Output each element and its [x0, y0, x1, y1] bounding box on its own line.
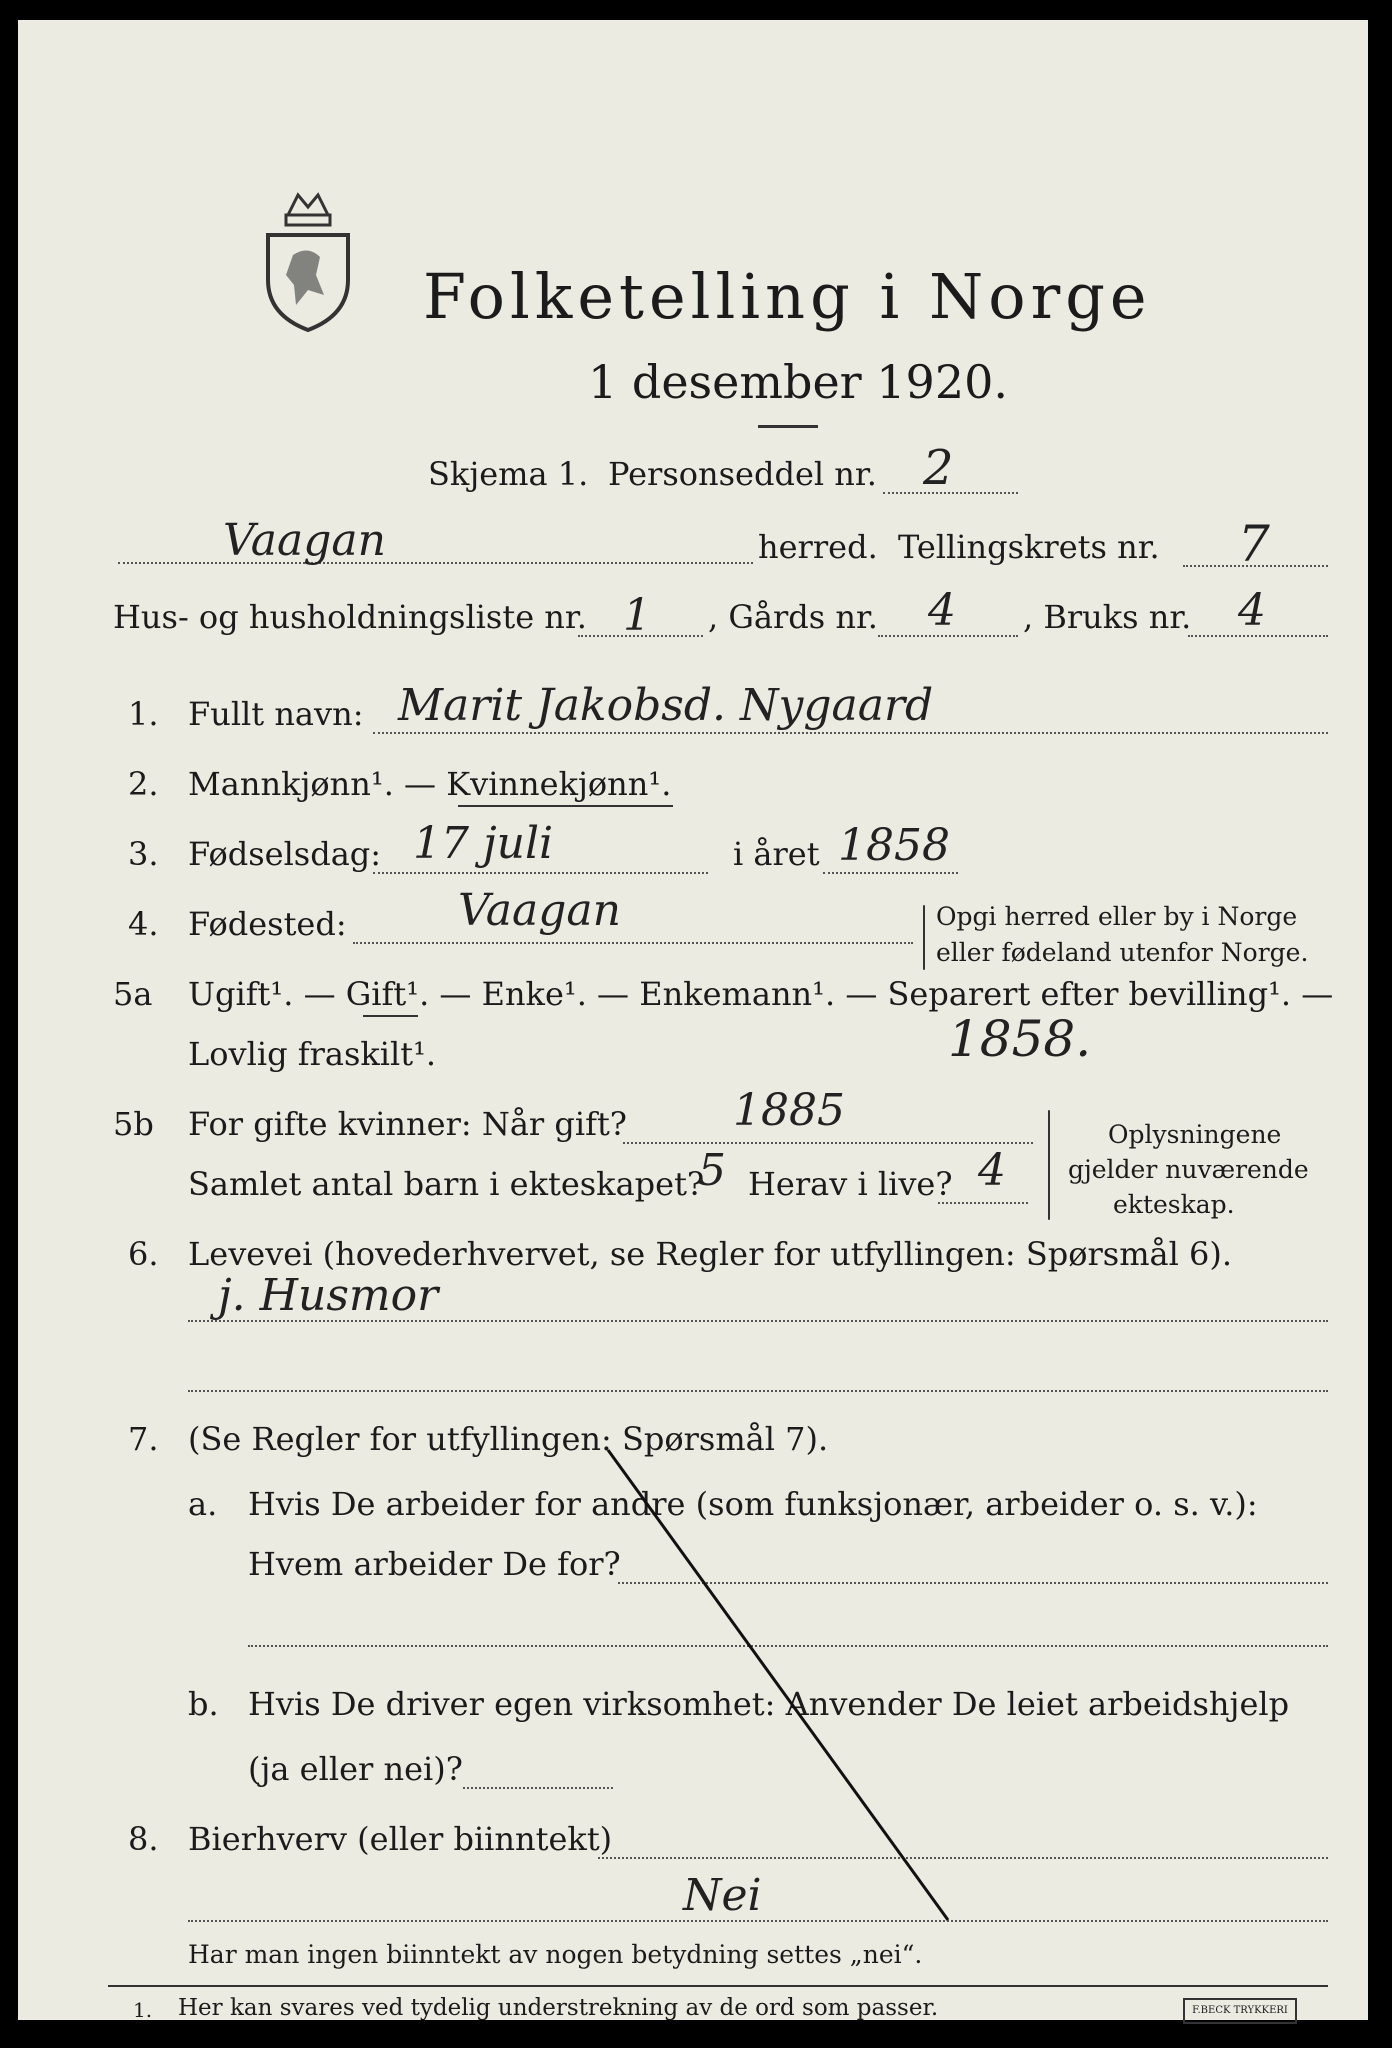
footnote: Her kan svares ved tydelig understrekning av de ord som passer. — [178, 1995, 939, 2021]
hus-label: Hus- og husholdningsliste nr. — [113, 598, 587, 636]
q3-value: 17 juli — [413, 818, 554, 869]
q7a-text: Hvis De arbeider for andre (som funksjonær, arbeider o. s. v.): — [248, 1485, 1258, 1523]
footnote-mark: 1. — [133, 1998, 153, 2022]
q3-year-value: 1858 — [838, 820, 950, 871]
bruks-label: , Bruks nr. — [1023, 598, 1192, 636]
q5b-live-label: Herav i live? — [748, 1165, 953, 1203]
q7a-number: a. — [188, 1485, 218, 1523]
tellingskrets-label: Tellingskrets nr. — [898, 528, 1160, 566]
skjema-label: Skjema 1. — [428, 455, 589, 493]
q1-label: Fullt navn: — [188, 695, 364, 733]
q8-value: Nei — [683, 1870, 762, 1921]
q4-note-2: eller fødeland utenfor Norge. — [936, 938, 1309, 967]
q1-value: Marit Jakobsd. Nygaard — [398, 680, 934, 731]
q7-number: 7. — [128, 1420, 159, 1458]
q6-value: j. Husmor — [218, 1270, 439, 1321]
q5b-number: 5b — [113, 1105, 154, 1143]
census-form — [18, 20, 1368, 2020]
q7b-text-2: (ja eller nei)? — [248, 1750, 463, 1788]
herred-label: herred. — [758, 528, 878, 566]
footer-divider — [108, 1985, 1328, 1987]
census-date: 1 desember 1920. — [588, 355, 1008, 409]
q5b-barn-value: 5 — [698, 1145, 726, 1196]
q4-value: Vaagan — [458, 885, 621, 936]
footer-note: Har man ingen biinntekt av nogen betydning settes „nei“. — [188, 1940, 923, 1969]
q7a-text-2: Hvem arbeider De for? — [248, 1545, 621, 1583]
q4-note-1: Opgi herred eller by i Norge — [936, 902, 1298, 931]
q5b-note-1: Oplysningene — [1108, 1120, 1282, 1149]
q5b-note-2: gjelder nuværende — [1068, 1155, 1309, 1184]
printer-stamp: F.BECK TRYKKERI — [1183, 1998, 1297, 2024]
q5b-barn-label: Samlet antal barn i ekteskapet? — [188, 1165, 705, 1203]
q4-label: Fødested: — [188, 905, 347, 943]
q6-label: Levevei (hovederhvervet, se Regler for utfyllingen: Spørsmål 6). — [188, 1235, 1233, 1273]
gards-value: 4 — [928, 585, 956, 636]
q3-number: 3. — [128, 835, 159, 873]
q5b-label: For gifte kvinner: Når gift? — [188, 1105, 627, 1143]
bruks-value: 4 — [1238, 585, 1266, 636]
q2-number: 2. — [128, 765, 159, 803]
q3-year-label: i året — [733, 835, 820, 873]
q5b-value: 1885 — [733, 1085, 845, 1136]
q7b-text: Hvis De driver egen virksomhet: Anvender De leiet arbeidshjelp — [248, 1685, 1290, 1723]
q3-label: Fødselsdag: — [188, 835, 382, 873]
personseddel-label: Personseddel nr. — [608, 455, 877, 493]
herred-value: Vaagan — [223, 515, 386, 566]
q8-label: Bierhverv (eller biinntekt) — [188, 1820, 613, 1858]
q7b-number: b. — [188, 1685, 219, 1723]
q8-number: 8. — [128, 1820, 159, 1858]
strike-through-line — [18, 20, 1368, 2020]
q1-number: 1. — [128, 695, 159, 733]
q5a-text-2: Lovlig fraskilt¹. — [188, 1035, 437, 1073]
q4-number: 4. — [128, 905, 159, 943]
q5a-text: Ugift¹. — Gift¹. — Enke¹. — Enkemann¹. — Separert efter bevilling¹. — — [188, 975, 1334, 1013]
q2-text: Mannkjønn¹. — Kvinnekjønn¹. — [188, 765, 672, 803]
q5a-handwriting: 1858. — [948, 1010, 1092, 1068]
tellingskrets-value: 7 — [1238, 515, 1270, 573]
q5b-live-value: 4 — [978, 1145, 1006, 1196]
q5b-note-3: ekteskap. — [1113, 1190, 1235, 1219]
form-title: Folketelling i Norge — [423, 260, 1152, 333]
personseddel-value: 2 — [923, 440, 954, 496]
q7-label: (Se Regler for utfyllingen: Spørsmål 7). — [188, 1420, 829, 1458]
q6-number: 6. — [128, 1235, 159, 1273]
q5a-number: 5a — [113, 975, 153, 1013]
gards-label: , Gårds nr. — [708, 598, 878, 636]
hus-value: 1 — [623, 590, 651, 641]
